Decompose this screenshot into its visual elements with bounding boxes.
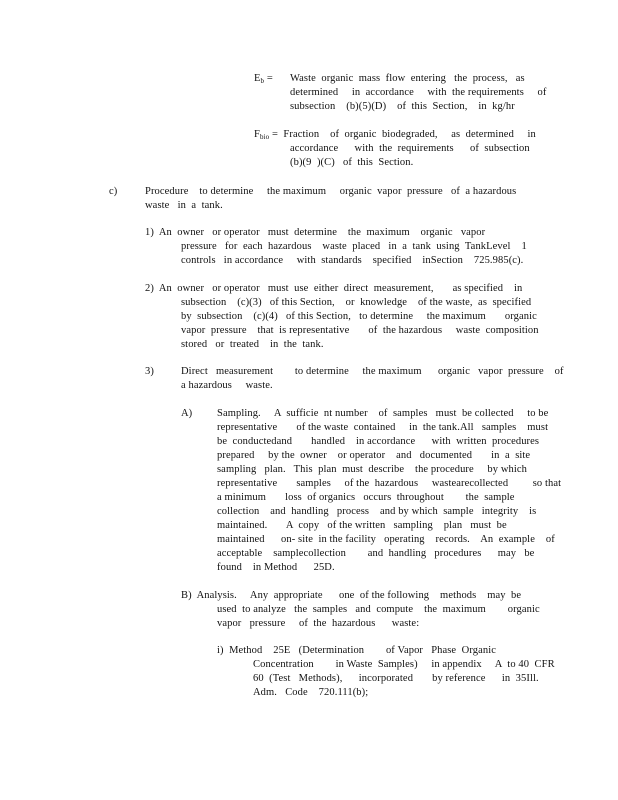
item-a-line-2: representative of the waste contained in the tank.All samples must	[217, 422, 549, 433]
item-1-line-3: controls in accordance with standards specified inSection 725.985(c).	[181, 255, 524, 266]
item-2-line-2: subsection (c)(3) of this Section, or knowledge of the waste, as specified	[181, 297, 532, 308]
item-2-line-5: stored or treated in the tank.	[181, 339, 324, 350]
item-a-line-3: be conductedand handled in accordance with written procedures	[217, 436, 540, 447]
item-1-line-1: 1) An owner or operator must determine the maximum organic vapor	[145, 227, 486, 238]
item-b-line-1: B) Analysis. Any appropriate one of the following methods may be	[181, 590, 522, 601]
item-3-line-1: Direct measurement to determine the maximum organic vapor pressure of	[181, 366, 564, 377]
item-a-line-9: maintained. A copy of the written sampling plan must be	[217, 520, 507, 531]
section-c-label: c)	[109, 186, 118, 197]
fbio-line-3: (b)(9 )(C) of this Section.	[290, 157, 414, 168]
item-b-i-line-2: Concentration in Waste Samples) in appendix A to 40 CFR	[253, 659, 555, 670]
item-a-line-1: Sampling. A sufficie nt number of samples must be collected to be	[217, 408, 549, 419]
item-a-line-8: collection and handling process and by which sample integrity is	[217, 506, 537, 517]
fbio-symbol: $F_{bio}$	[254, 129, 270, 141]
item-a-line-10: maintained on- site in the facility operating records. An example of	[217, 534, 555, 545]
item-2-line-1: 2) An owner or operator must use either direct measurement, as specified in	[145, 283, 523, 294]
eb-line-1: Waste organic mass flow entering the process, as	[290, 73, 525, 84]
item-a-line-12: found in Method 25D.	[217, 562, 335, 573]
item-a-line-7: a minimum loss of organics occurs throughout the sample	[217, 492, 515, 503]
item-b-i-line-1: i) Method 25E (Determination of Vapor Phase Organic	[217, 645, 496, 656]
section-c-line-1: Procedure to determine the maximum organic vapor pressure of a hazardous	[145, 186, 517, 197]
item-2-line-4: vapor pressure that is representative of the hazardous waste composition	[181, 325, 539, 336]
fbio-line-1: $F_{bio}$ = Fraction of organic biodegraded, as determined in	[254, 129, 536, 141]
item-a-label: A)	[181, 408, 193, 419]
item-a-line-6: representative samples of the hazardous wastearecollected so that	[217, 478, 562, 489]
item-3-line-2: a hazardous waste.	[181, 380, 273, 391]
item-a-line-5: sampling plan. This plan must describe the procedure by which	[217, 464, 527, 475]
item-b-i-line-4: Adm. Code 720.111(b);	[253, 687, 369, 698]
eb-line-3: subsection (b)(5)(D) of this Section, in kg/hr	[290, 101, 515, 112]
item-a-line-11: acceptable samplecollection and handling procedures may be	[217, 548, 535, 559]
section-c-line-2: waste in a tank.	[145, 200, 223, 211]
fbio-line-2: accordance with the requirements of subsection	[290, 143, 530, 154]
item-b-i-line-3: 60 (Test Methods), incorporated by reference in 35Ill.	[253, 673, 539, 684]
item-1-line-2: pressure for each hazardous waste placed in a tank using TankLevel 1	[181, 241, 527, 252]
item-b-line-2: used to analyze the samples and compute the maximum organic	[217, 604, 540, 615]
eb-symbol: $E_b$ =	[254, 73, 273, 85]
item-b-line-3: vapor pressure of the hazardous waste:	[217, 618, 420, 629]
item-a-line-4: prepared by the owner or operator and documented in a site	[217, 450, 531, 461]
item-2-line-3: by subsection (c)(4) of this Section, to determine the maximum organic	[181, 311, 537, 322]
item-3-label: 3)	[145, 366, 154, 377]
eb-line-2: determined in accordance with the requirements of	[290, 87, 547, 98]
